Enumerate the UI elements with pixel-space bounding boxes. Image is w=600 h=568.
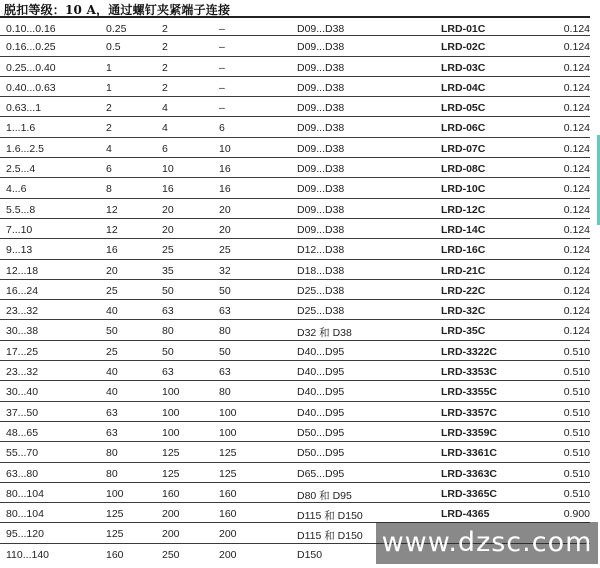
breaker-rating-cell: 50 (219, 284, 231, 297)
weight-cell: 0.900 (563, 508, 590, 521)
breaker-rating-cell: – (219, 102, 225, 115)
breaker-rating-cell: – (219, 41, 225, 54)
breaker-rating-cell: – (219, 23, 225, 35)
weight-cell: 0.510 (563, 426, 590, 439)
weight-cell: 0.124 (563, 41, 590, 54)
contactor-range-cell: D09...D38 (297, 102, 345, 115)
fuse-am-cell: 12 (106, 223, 118, 236)
catalog-number-cell: LRD-07C (441, 142, 486, 155)
table-row (0, 402, 590, 422)
fuse-am-cell: 80 (106, 447, 118, 460)
catalog-number-cell: LRD-10C (441, 183, 486, 196)
current-range-cell: 63...80 (6, 467, 39, 480)
weight-cell: 0.510 (563, 487, 590, 500)
breaker-rating-cell: 50 (219, 345, 231, 358)
contactor-range-cell: D09...D38 (297, 41, 345, 54)
fuse-am-cell: 125 (106, 528, 124, 541)
current-range-cell: 55...70 (6, 447, 39, 460)
table-row (0, 260, 590, 280)
breaker-rating-cell: 160 (219, 508, 237, 521)
contactor-range-cell: D40...D95 (297, 406, 345, 419)
catalog-number-cell: LRD-4365 (441, 508, 490, 521)
current-range-cell: 1...1.6 (6, 122, 36, 135)
contactor-range-cell: D09...D38 (297, 122, 345, 135)
weight-cell: 0.124 (563, 61, 590, 74)
fuse-gg-cell: 200 (162, 508, 180, 521)
current-range-cell: 0.10...0.16 (6, 23, 56, 35)
fuse-am-cell: 1 (106, 61, 112, 74)
breaker-rating-cell: 63 (219, 305, 231, 318)
weight-cell: 0.124 (563, 264, 590, 277)
weight-cell: 0.124 (563, 81, 590, 94)
contactor-range-cell: D50...D95 (297, 447, 345, 460)
contactor-range-cell: D80 和 D95 (297, 489, 352, 502)
current-range-cell: 12...18 (6, 264, 39, 277)
weight-cell: 0.124 (563, 284, 590, 297)
current-range-cell: 80...104 (6, 487, 44, 500)
fuse-am-cell: 4 (106, 142, 112, 155)
table-row (0, 117, 590, 137)
breaker-rating-cell: 25 (219, 244, 231, 257)
fuse-gg-cell: 250 (162, 548, 180, 561)
fuse-gg-cell: 2 (162, 81, 168, 94)
fuse-gg-cell: 50 (162, 284, 174, 297)
contactor-range-cell: D09...D38 (297, 203, 345, 216)
current-range-cell: 17...25 (6, 345, 39, 358)
current-range-cell: 1.6...2.5 (6, 142, 44, 155)
catalog-number-cell: LRD-08C (441, 163, 486, 176)
table-row (0, 219, 590, 239)
breaker-rating-cell: – (219, 81, 225, 94)
weight-cell: 0.124 (563, 142, 590, 155)
catalog-number-cell: LRD-22C (441, 284, 486, 297)
contactor-range-cell: D09...D38 (297, 223, 345, 236)
catalog-number-cell: LRD-3359C (441, 426, 498, 439)
table-row (0, 442, 590, 462)
contactor-range-cell: D09...D38 (297, 183, 345, 196)
fuse-gg-cell: 16 (162, 183, 174, 196)
contactor-range-cell: D40...D95 (297, 386, 345, 399)
weight-cell: 0.124 (563, 102, 590, 115)
fuse-am-cell: 20 (106, 264, 118, 277)
current-range-cell: 0.25...0.40 (6, 61, 56, 74)
contactor-range-cell: D09...D38 (297, 163, 345, 176)
current-range-cell: 7...10 (6, 223, 33, 236)
catalog-number-cell: LRD-3357C (441, 406, 498, 419)
fuse-gg-cell: 4 (162, 102, 168, 115)
weight-cell: 0.124 (563, 163, 590, 176)
contactor-range-cell: D09...D38 (297, 23, 345, 35)
contactor-range-cell: D40...D95 (297, 345, 345, 358)
current-range-cell: 30...40 (6, 386, 39, 399)
catalog-number-cell: LRD-16C (441, 244, 486, 257)
current-range-cell: 48...65 (6, 426, 39, 439)
watermark-logo: www.dzsc.com (376, 522, 598, 564)
catalog-number-cell: LRD-3363C (441, 467, 498, 480)
fuse-gg-cell: 100 (162, 386, 180, 399)
catalog-number-cell: LRD-21C (441, 264, 486, 277)
catalog-number-cell: LRD-35C (441, 325, 486, 338)
fuse-am-cell: 0.25 (106, 23, 127, 35)
catalog-number-cell: LRD-02C (441, 41, 486, 54)
catalog-number-cell: LRD-14C (441, 223, 486, 236)
weight-cell: 0.124 (563, 223, 590, 236)
fuse-gg-cell: 63 (162, 305, 174, 318)
breaker-rating-cell: 20 (219, 203, 231, 216)
weight-cell: 0.124 (563, 183, 590, 196)
breaker-rating-cell: 32 (219, 264, 231, 277)
current-range-cell: 4...6 (6, 183, 27, 196)
fuse-am-cell: 0.5 (106, 41, 121, 54)
fuse-am-cell: 16 (106, 244, 118, 257)
current-range-cell: 16...24 (6, 284, 39, 297)
fuse-gg-cell: 125 (162, 447, 180, 460)
weight-cell: 0.510 (563, 447, 590, 460)
catalog-number-cell: LRD-05C (441, 102, 486, 115)
fuse-gg-cell: 200 (162, 528, 180, 541)
fuse-am-cell: 12 (106, 203, 118, 216)
table-row (0, 239, 590, 259)
fuse-am-cell: 50 (106, 325, 118, 338)
fuse-am-cell: 63 (106, 406, 118, 419)
breaker-rating-cell: 100 (219, 426, 237, 439)
catalog-number-cell: LRD-32C (441, 305, 486, 318)
fuse-gg-cell: 25 (162, 244, 174, 257)
weight-cell: 0.124 (563, 122, 590, 135)
table-row (0, 361, 590, 381)
contactor-range-cell: D09...D38 (297, 81, 345, 94)
table-row (0, 97, 590, 117)
current-range-cell: 23...32 (6, 366, 39, 379)
table-row (0, 341, 590, 361)
current-range-cell: 0.63...1 (6, 102, 42, 115)
table-row (0, 503, 590, 523)
contactor-range-cell: D32 和 D38 (297, 327, 352, 340)
fuse-gg-cell: 4 (162, 122, 168, 135)
fuse-am-cell: 2 (106, 102, 112, 115)
fuse-am-cell: 8 (106, 183, 112, 196)
fuse-am-cell: 2 (106, 122, 112, 135)
weight-cell: 0.510 (563, 467, 590, 480)
fuse-gg-cell: 125 (162, 467, 180, 480)
table-row (0, 483, 590, 503)
weight-cell: 0.124 (563, 305, 590, 318)
current-range-cell: 110...140 (6, 548, 50, 561)
contactor-range-cell: D65...D95 (297, 467, 345, 480)
current-range-cell: 0.16...0.25 (6, 41, 56, 54)
fuse-gg-cell: 100 (162, 426, 180, 439)
fuse-gg-cell: 10 (162, 163, 174, 176)
breaker-rating-cell: 20 (219, 223, 231, 236)
weight-cell: 0.124 (563, 244, 590, 257)
breaker-rating-cell: 10 (219, 142, 231, 155)
product-table (0, 16, 590, 564)
table-row (0, 320, 590, 340)
fuse-gg-cell: 160 (162, 487, 180, 500)
contactor-range-cell: D09...D38 (297, 61, 345, 74)
breaker-rating-cell: 16 (219, 183, 231, 196)
fuse-am-cell: 25 (106, 284, 118, 297)
fuse-gg-cell: 20 (162, 203, 174, 216)
table-row (0, 138, 590, 158)
weight-cell: 0.510 (563, 366, 590, 379)
table-row (0, 422, 590, 442)
catalog-number-cell: LRD-3355C (441, 386, 498, 399)
contactor-range-cell: D115 和 D150 (297, 510, 363, 523)
breaker-rating-cell: 125 (219, 467, 237, 480)
table-title: 脱扣等级：10 A，通过螺钉夹紧端子连接 (4, 3, 231, 17)
table-row (0, 158, 590, 178)
weight-cell: 0.510 (563, 386, 590, 399)
contactor-range-cell: D18...D38 (297, 264, 345, 277)
fuse-gg-cell: 35 (162, 264, 174, 277)
current-range-cell: 5.5...8 (6, 203, 36, 216)
breaker-rating-cell: 63 (219, 366, 231, 379)
breaker-rating-cell: 160 (219, 487, 237, 500)
table-row (0, 199, 590, 219)
breaker-rating-cell: 80 (219, 325, 231, 338)
fuse-am-cell: 100 (106, 487, 124, 500)
fuse-am-cell: 80 (106, 467, 118, 480)
contactor-range-cell: D150 (297, 548, 323, 561)
breaker-rating-cell: 200 (219, 528, 237, 541)
table-row (0, 16, 590, 36)
fuse-am-cell: 160 (106, 548, 124, 561)
contactor-range-cell: D25...D38 (297, 305, 345, 318)
current-range-cell: 95...120 (6, 528, 44, 541)
breaker-rating-cell: 80 (219, 386, 231, 399)
fuse-am-cell: 125 (106, 508, 124, 521)
contactor-range-cell: D115 和 D150 (297, 530, 363, 543)
breaker-rating-cell: – (219, 61, 225, 74)
breaker-rating-cell: 100 (219, 406, 237, 419)
table-row (0, 57, 590, 77)
catalog-number-cell: LRD-01C (441, 23, 486, 35)
table-row (0, 381, 590, 401)
fuse-am-cell: 25 (106, 345, 118, 358)
weight-cell: 0.510 (563, 345, 590, 358)
fuse-am-cell: 40 (106, 366, 118, 379)
fuse-am-cell: 6 (106, 163, 112, 176)
fuse-am-cell: 40 (106, 386, 118, 399)
catalog-number-cell: LRD-12C (441, 203, 486, 216)
breaker-rating-cell: 16 (219, 163, 231, 176)
current-range-cell: 37...50 (6, 406, 39, 419)
table-row (0, 463, 590, 483)
catalog-number-cell: LRD-3353C (441, 366, 498, 379)
contactor-range-cell: D09...D38 (297, 142, 345, 155)
catalog-number-cell: LRD-3322C (441, 345, 498, 358)
current-range-cell: 9...13 (6, 244, 33, 257)
fuse-gg-cell: 80 (162, 325, 174, 338)
contactor-range-cell: D25...D38 (297, 284, 345, 297)
fuse-am-cell: 63 (106, 426, 118, 439)
weight-cell: 0.124 (563, 325, 590, 338)
weight-cell: 0.124 (563, 23, 590, 35)
fuse-gg-cell: 50 (162, 345, 174, 358)
current-range-cell: 30...38 (6, 325, 39, 338)
table-row (0, 77, 590, 97)
breaker-rating-cell: 6 (219, 122, 225, 135)
current-range-cell: 80...104 (6, 508, 44, 521)
catalog-number-cell: LRD-3365C (441, 487, 498, 500)
catalog-number-cell: LRD-06C (441, 122, 486, 135)
fuse-gg-cell: 100 (162, 406, 180, 419)
catalog-number-cell: LRD-04C (441, 81, 486, 94)
fuse-gg-cell: 2 (162, 23, 168, 35)
catalog-number-cell: LRD-03C (441, 61, 486, 74)
contactor-range-cell: D12...D38 (297, 244, 345, 257)
breaker-rating-cell: 125 (219, 447, 237, 460)
current-range-cell: 0.40...0.63 (6, 81, 56, 94)
table-row (0, 280, 590, 300)
table-row (0, 178, 590, 198)
weight-cell: 0.510 (563, 406, 590, 419)
fuse-gg-cell: 20 (162, 223, 174, 236)
fuse-gg-cell: 6 (162, 142, 168, 155)
contactor-range-cell: D50...D95 (297, 426, 345, 439)
table-row (0, 300, 590, 320)
fuse-gg-cell: 2 (162, 61, 168, 74)
fuse-gg-cell: 63 (162, 366, 174, 379)
fuse-am-cell: 1 (106, 81, 112, 94)
table-row (0, 36, 590, 56)
weight-cell: 0.124 (563, 203, 590, 216)
fuse-gg-cell: 2 (162, 41, 168, 54)
fuse-am-cell: 40 (106, 305, 118, 318)
current-range-cell: 23...32 (6, 305, 39, 318)
contactor-range-cell: D40...D95 (297, 366, 345, 379)
breaker-rating-cell: 200 (219, 548, 237, 561)
current-range-cell: 2.5...4 (6, 163, 36, 176)
catalog-number-cell: LRD-3361C (441, 447, 498, 460)
